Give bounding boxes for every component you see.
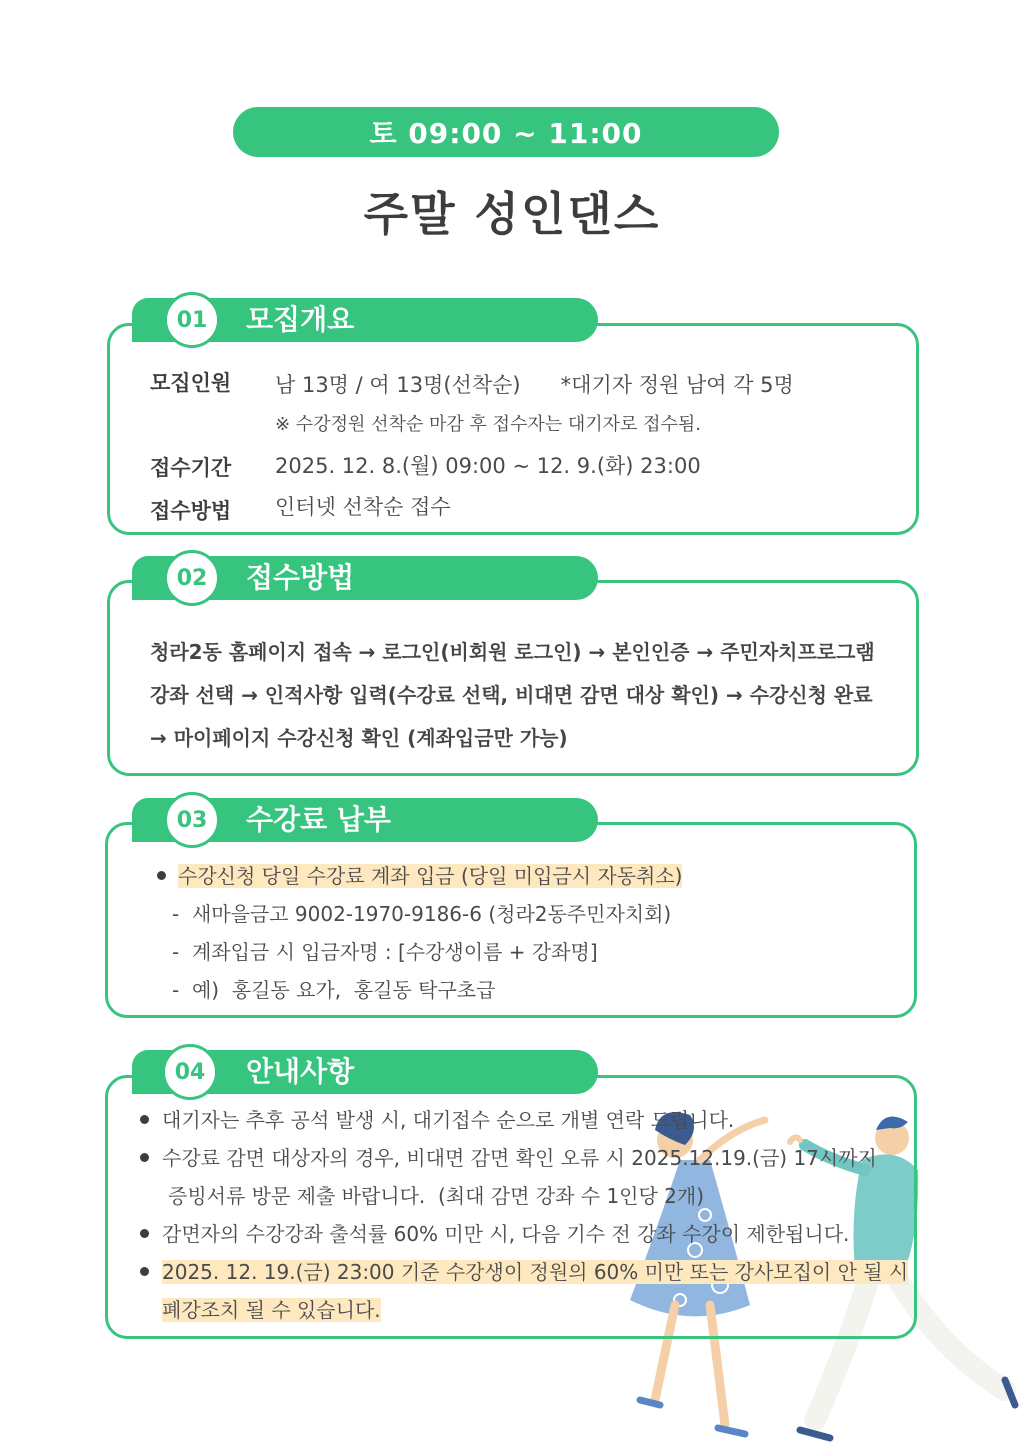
recruit-count-label: 모집인원: [150, 371, 232, 395]
notice-3: 감면자의 수강강좌 출석률 60% 미만 시, 다음 기수 전 강좌 수강이 제한됩니다.: [162, 1222, 850, 1246]
payment-bullet: [178, 860, 682, 889]
method-label: 접수방법: [150, 499, 232, 523]
bank-account: 새마을금고 9002-1970-9186-6 (청라2동주민자치회): [191, 902, 672, 926]
section-04-heading: 안내사항: [246, 1055, 355, 1088]
section-03-heading: 수강료 납부: [246, 803, 391, 836]
depositor-name-rule: 계좌입금 시 입금자명 : [수강생이름 + 강좌명]: [191, 940, 598, 964]
sub-dash-1: - 새마을금고 9002-1970-9186-6 (청라2동주민자치회): [172, 902, 672, 926]
section-04-number: 04: [162, 1044, 218, 1100]
sub-dash-2: - 계좌입금 시 입금자명 : [수강생이름 + 강좌명]: [172, 940, 598, 964]
period-label: 접수기간: [150, 456, 232, 480]
schedule-text: 토 09:00 ~ 11:00: [369, 117, 643, 150]
bullet-icon: [140, 1153, 149, 1162]
process-line-3: → 마이페이지 수강신청 확인 (계좌입금만 가능): [150, 726, 568, 750]
bullet-icon: [140, 1267, 149, 1276]
section-01-number: 01: [164, 292, 220, 348]
notice-4-cont-text: 폐강조치 될 수 있습니다.: [162, 1298, 381, 1322]
bullet-icon: [140, 1115, 149, 1124]
depositor-example: 예) 홍길동 요가, 홍길동 탁구초급: [191, 978, 496, 1002]
bullet-icon: [157, 871, 166, 880]
recruit-note: ※ 수강정원 선착순 마감 후 접수자는 대기자로 접수됨.: [275, 414, 702, 435]
notice-2-cont: 증빙서류 방문 제출 바랍니다. (최대 감면 강좌 수 1인당 2개): [168, 1184, 705, 1208]
sub-dash-3: - 예) 홍길동 요가, 홍길동 탁구초급: [172, 978, 496, 1002]
method-value: 인터넷 선착순 접수: [275, 495, 451, 519]
period-value: 2025. 12. 8.(월) 09:00 ~ 12. 9.(화) 23:00: [275, 454, 701, 478]
notice-2: 수강료 감면 대상자의 경우, 비대면 감면 확인 오류 시 2025.12.19.(금) 17시까지: [162, 1146, 877, 1170]
section-03-number: 03: [164, 792, 220, 848]
section-02-heading: 접수방법: [246, 561, 355, 594]
payment-bullet-text: 수강신청 당일 수강료 계좌 입금 (당일 미입금시 자동취소): [178, 864, 683, 888]
process-line-2: 강좌 선택 → 인적사항 입력(수강료 선택, 비대면 감면 대상 확인) → 수강신청 완료: [150, 683, 873, 707]
recruit-count-value: 남 13명 / 여 13명(선착순) *대기자 정원 남여 각 5명: [275, 373, 794, 397]
process-line-1: 청라2동 홈페이지 접속 → 로그인(비회원 로그인) → 본인인증 → 주민자치프로그램: [150, 640, 875, 664]
page-title: 주말 성인댄스: [363, 187, 661, 241]
schedule-badge: [233, 107, 779, 157]
section-02-number: 02: [164, 550, 220, 606]
notice-4-text: 2025. 12. 19.(금) 23:00 기준 수강생이 정원의 60% 미만 또는 강사모집이 안 될 시: [162, 1260, 909, 1284]
notice-1: 대기자는 추후 공석 발생 시, 대기접수 순으로 개별 연락 드립니다.: [162, 1108, 735, 1132]
notice-4-cont: [162, 1294, 381, 1323]
notice-4: [162, 1256, 908, 1285]
section-01-heading: 모집개요: [246, 303, 355, 336]
bullet-icon: [140, 1229, 149, 1238]
